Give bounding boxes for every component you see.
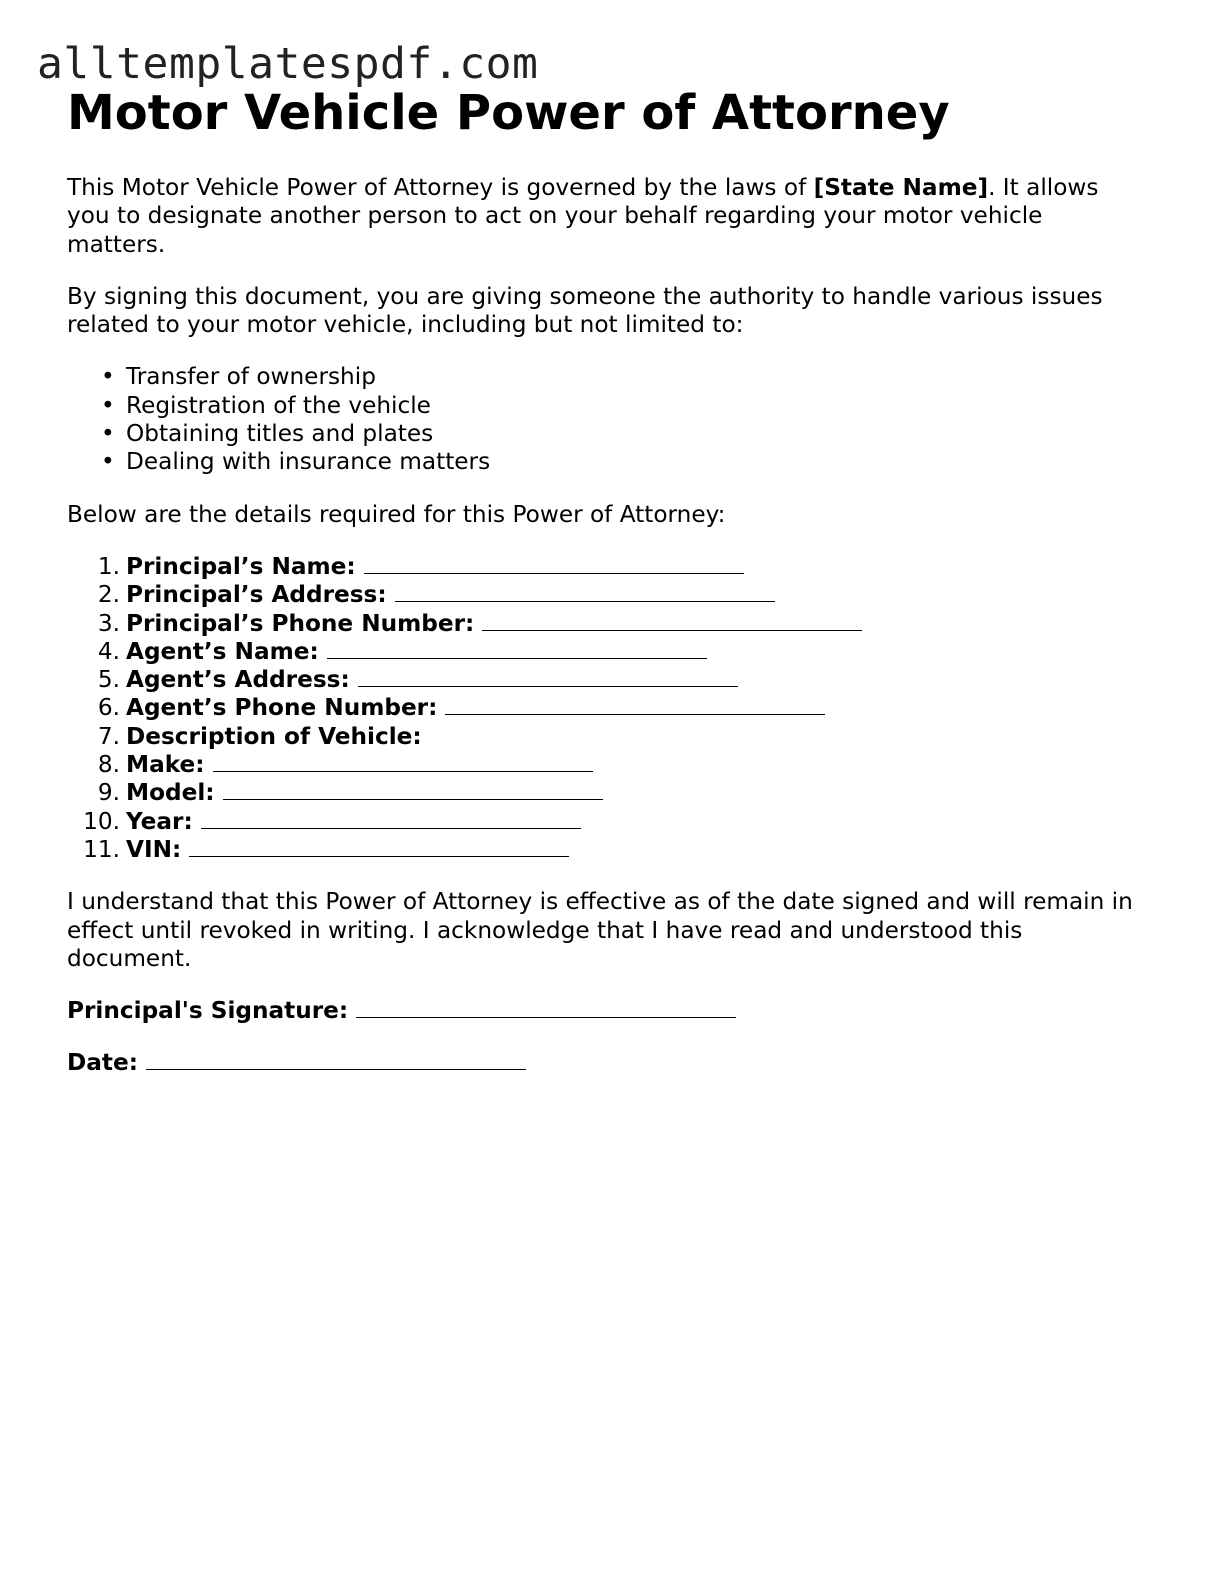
field-label: Model:: [126, 779, 215, 807]
document-page: [67, 84, 1147, 1078]
date-label: Date:: [67, 1049, 138, 1077]
field-label: Principal’s Phone Number:: [126, 609, 475, 637]
intro-paragraph: [67, 174, 1147, 259]
watermark-text: alltemplatespdf.com: [37, 39, 539, 89]
principal-name-blank[interactable]: [364, 572, 744, 574]
field-label: VIN:: [126, 835, 182, 863]
field-make: [67, 751, 1147, 779]
field-label: Principal’s Address:: [126, 581, 387, 609]
field-principal-address: [67, 581, 1147, 609]
field-number: 7.: [97, 722, 120, 750]
model-blank[interactable]: [223, 798, 603, 800]
field-year: [67, 808, 1147, 836]
field-principal-phone: [67, 610, 1147, 638]
field-principal-name: [67, 553, 1147, 581]
field-label: Year:: [126, 807, 193, 835]
principal-address-blank[interactable]: [395, 600, 775, 602]
signature-line: [67, 997, 1147, 1025]
field-agent-address: [67, 666, 1147, 694]
vin-blank[interactable]: [189, 855, 569, 857]
field-label: Agent’s Address:: [126, 666, 350, 694]
authority-paragraph: By signing this document, you are giving someone the authority to handle various issues related to your motor vehicle, including but not limited to:: [67, 282, 1103, 339]
duty-text: Dealing with insurance matters: [126, 448, 491, 476]
document-title: Motor Vehicle Power of Attorney: [67, 85, 950, 141]
field-number: 4.: [97, 637, 120, 665]
bullet-icon: •: [101, 448, 115, 476]
field-label: Make:: [126, 751, 205, 779]
duty-text: Registration of the vehicle: [126, 391, 431, 419]
principal-phone-blank[interactable]: [482, 629, 862, 631]
field-number: 3.: [97, 609, 120, 637]
state-name-placeholder: [State Name]: [813, 174, 989, 201]
date-line: [67, 1049, 1147, 1077]
field-label: Agent’s Phone Number:: [126, 694, 438, 722]
field-number: 6.: [97, 694, 120, 722]
details-intro: Below are the details required for this Power of Attorney:: [67, 500, 726, 528]
field-number: 10.: [83, 807, 120, 835]
field-number: 2.: [97, 581, 120, 609]
field-vehicle-description: [67, 723, 1147, 751]
signature-blank[interactable]: [356, 1016, 736, 1018]
field-number: 5.: [97, 666, 120, 694]
duty-item: [67, 363, 1147, 391]
field-number: 9.: [97, 779, 120, 807]
duty-text: Obtaining titles and plates: [126, 420, 434, 448]
field-number: 11.: [83, 835, 120, 863]
field-agent-phone: [67, 694, 1147, 722]
closing-paragraph: I understand that this Power of Attorney is effective as of the date signed and will remain in effect until revoked in writing. I acknowledge that I have read and understood this document.: [67, 888, 1133, 972]
intro-text-start: This Motor Vehicle Power of Attorney is governed by the laws of: [67, 174, 814, 201]
duty-item: [67, 420, 1147, 448]
bullet-icon: •: [101, 363, 115, 391]
duties-list: [67, 363, 1147, 476]
field-label: Description of Vehicle:: [126, 722, 422, 750]
agent-address-blank[interactable]: [358, 685, 738, 687]
agent-name-blank[interactable]: [327, 657, 707, 659]
field-label: Agent’s Name:: [126, 637, 319, 665]
bullet-icon: •: [101, 420, 115, 448]
duty-item: [67, 392, 1147, 420]
field-label: Principal’s Name:: [126, 552, 356, 580]
signature-label: Principal's Signature:: [67, 997, 349, 1025]
date-blank[interactable]: [146, 1068, 526, 1070]
details-fields-list: [67, 553, 1147, 864]
field-number: 1.: [97, 552, 120, 580]
duty-item: [67, 448, 1147, 476]
year-blank[interactable]: [201, 827, 581, 829]
make-blank[interactable]: [213, 770, 593, 772]
field-number: 8.: [97, 751, 120, 779]
duty-text: Transfer of ownership: [126, 363, 376, 391]
field-model: [67, 779, 1147, 807]
field-agent-name: [67, 638, 1147, 666]
intro-text-end: . It allows you to designate another person to act on your behalf regarding your motor vehicle matters.: [67, 174, 1099, 258]
agent-phone-blank[interactable]: [445, 713, 825, 715]
bullet-icon: •: [101, 391, 115, 419]
field-vin: [67, 836, 1147, 864]
